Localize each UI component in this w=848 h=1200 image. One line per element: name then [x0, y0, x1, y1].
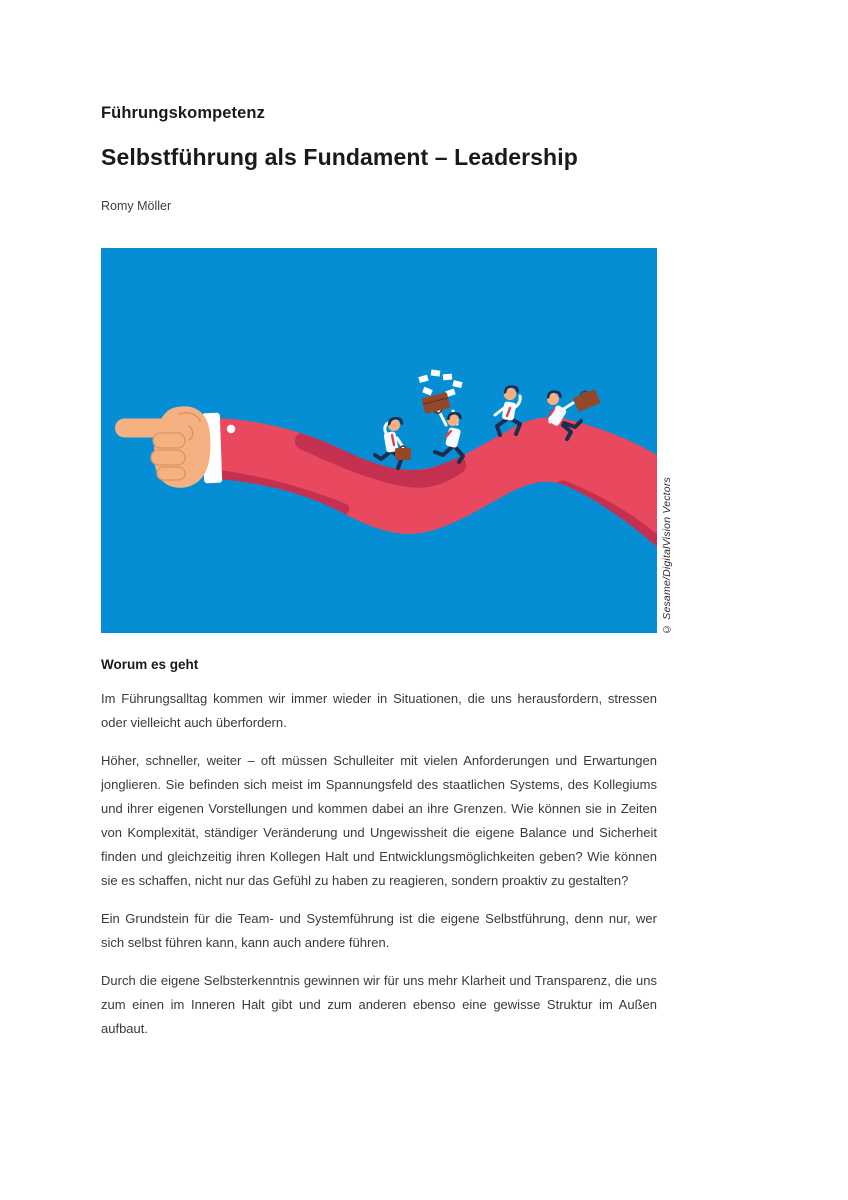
curled-finger-1 — [153, 433, 185, 448]
kicker: Führungskompetenz — [101, 104, 265, 122]
image-credit: © Sesame/DigitalVision Vectors — [661, 476, 673, 635]
page-title: Selbstführung als Fundament – Leadership — [101, 144, 578, 170]
paragraph-4: Durch die eigene Selbsterkenntnis gewinnen wir für uns mehr Klarheit und Transparenz, die uns zum einen im Inneren Halt gibt und zum anderen ebenso eine gewisse Struktur im Außen aufbaut. — [101, 973, 657, 1036]
author-byline: Romy Möller — [101, 199, 172, 213]
briefcase-icon — [395, 448, 411, 460]
paragraph-3: Ein Grundstein für die Team- und Systemführung ist die eigene Selbstführung, denn nur, wer sich selbst führen kann, kann auch andere führen. — [101, 911, 657, 950]
sleeve-button — [227, 425, 235, 433]
section-heading: Worum es geht — [101, 657, 199, 672]
paragraph-2: Höher, schneller, weiter – oft müssen Schulleiter mit vielen Anforderungen und Erwartungen jonglieren. Sie befinden sich meist im Spannungsfeld des staatlichen Systems, des Kollegiums und ihrer eigenen Vorstellungen und kommen dabei an ihre Grenzen. Wie können sie in Zeiten von Komplexität, ständiger Veränderung und Ungewissheit die eigene Balance und Sicherheit finden und gleichzeitig ihren Kollegen Halt und Entwicklungsmöglichkeiten geben? Wie können sie es schaffen, nicht nur das Gefühl zu haben zu reagieren, sondern proaktiv zu gestalten? — [101, 753, 657, 888]
curled-finger-3 — [157, 467, 185, 480]
curled-finger-2 — [151, 450, 185, 465]
leadership-illustration-svg — [101, 248, 657, 633]
paragraph-1: Im Führungsalltag kommen wir immer wieder in Situationen, die uns herausfordern, stressen oder vielleicht auch überfordern. — [101, 691, 657, 730]
lead-illustration — [101, 248, 673, 635]
article-body — [101, 657, 657, 1055]
